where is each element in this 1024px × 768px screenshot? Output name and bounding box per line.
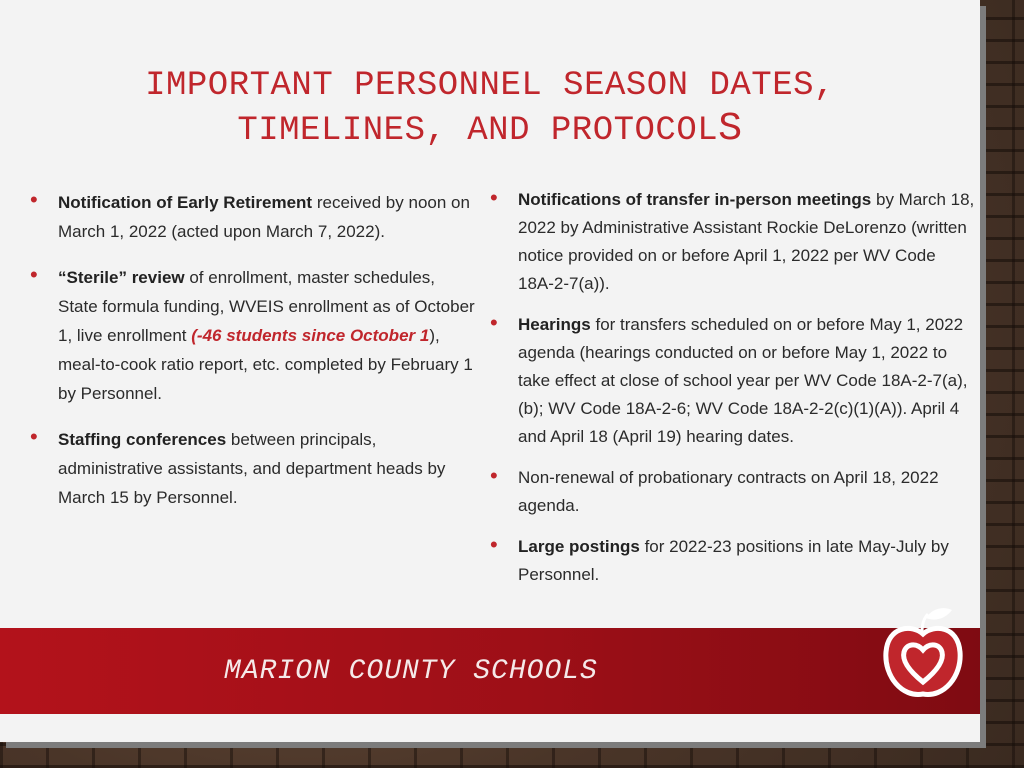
item-open-paren: ( [191,326,197,345]
bullet-dot-icon: • [30,187,38,212]
item-text-after: ), meal-to-cook ratio report, etc. completed by February 1 by Personnel. [58,326,473,403]
list-item [28,425,478,512]
list-item [488,533,976,589]
item-bold: Notification of Early Retirement [58,193,313,212]
bullet-dot-icon: • [490,463,498,488]
left-bullet-list [28,188,478,512]
title-line-2-last: S [718,107,743,152]
item-text: for 2022-23 positions in late May-July by Personnel. [518,537,949,584]
item-bold: Large postings [518,537,640,556]
item-text: between principals, administrative assistants, and department heads by March 15 by Personnel. [58,430,446,507]
list-item [488,311,976,451]
list-item [488,464,976,520]
list-item [488,186,976,298]
footer-title: MARION COUNTY SCHOOLS [224,656,598,687]
item-highlight: -46 students since October 1 [196,326,430,345]
item-bold: Staffing conferences [58,430,227,449]
bullet-dot-icon: • [490,185,498,210]
right-column [488,186,976,602]
title-line-1: IMPORTANT PERSONNEL SEASON DATES, [145,67,835,105]
bullet-dot-icon: • [490,532,498,557]
item-text: of enrollment, master schedules, State formula funding, WVEIS enrollment as of October 1, live enrollment [58,268,475,345]
item-text: by March 18, 2022 by Administrative Assistant Rockie DeLorenzo (written notice provided on or before April 1, 2022 per WV Code 18A-2-7(a)). [518,190,975,293]
right-bullet-list [488,186,976,589]
bullet-dot-icon: • [30,262,38,287]
title-line-2 [40,108,940,153]
page-title [40,64,940,153]
title-line-2-main: TIMELINES, AND PROTOCOL [237,112,719,150]
item-bold: Notifications of transfer in-person meetings [518,190,872,209]
list-item [28,188,478,246]
item-text: Non-renewal of probationary contracts on April 18, 2022 agenda. [518,468,939,515]
bullet-dot-icon: • [490,310,498,335]
apple-heart-logo-icon [878,604,968,704]
item-bold: Hearings [518,315,591,334]
bullet-dot-icon: • [30,424,38,449]
left-column [28,188,478,529]
item-bold: “Sterile” review [58,268,185,287]
item-text: for transfers scheduled on or before May 1, 2022 agenda (hearings conducted on or before May 1, 2022 to take effect at close of school year per WV Code 18A-2-7(a), (b); WV Code 18A-2-6; WV Code 18A-2-2(c)(1)(A)). April 4 and April 18 (April 19) hearing dates. [518,315,968,446]
item-text: received by noon on March 1, 2022 (acted upon March 7, 2022). [58,193,470,241]
list-item [28,263,478,408]
